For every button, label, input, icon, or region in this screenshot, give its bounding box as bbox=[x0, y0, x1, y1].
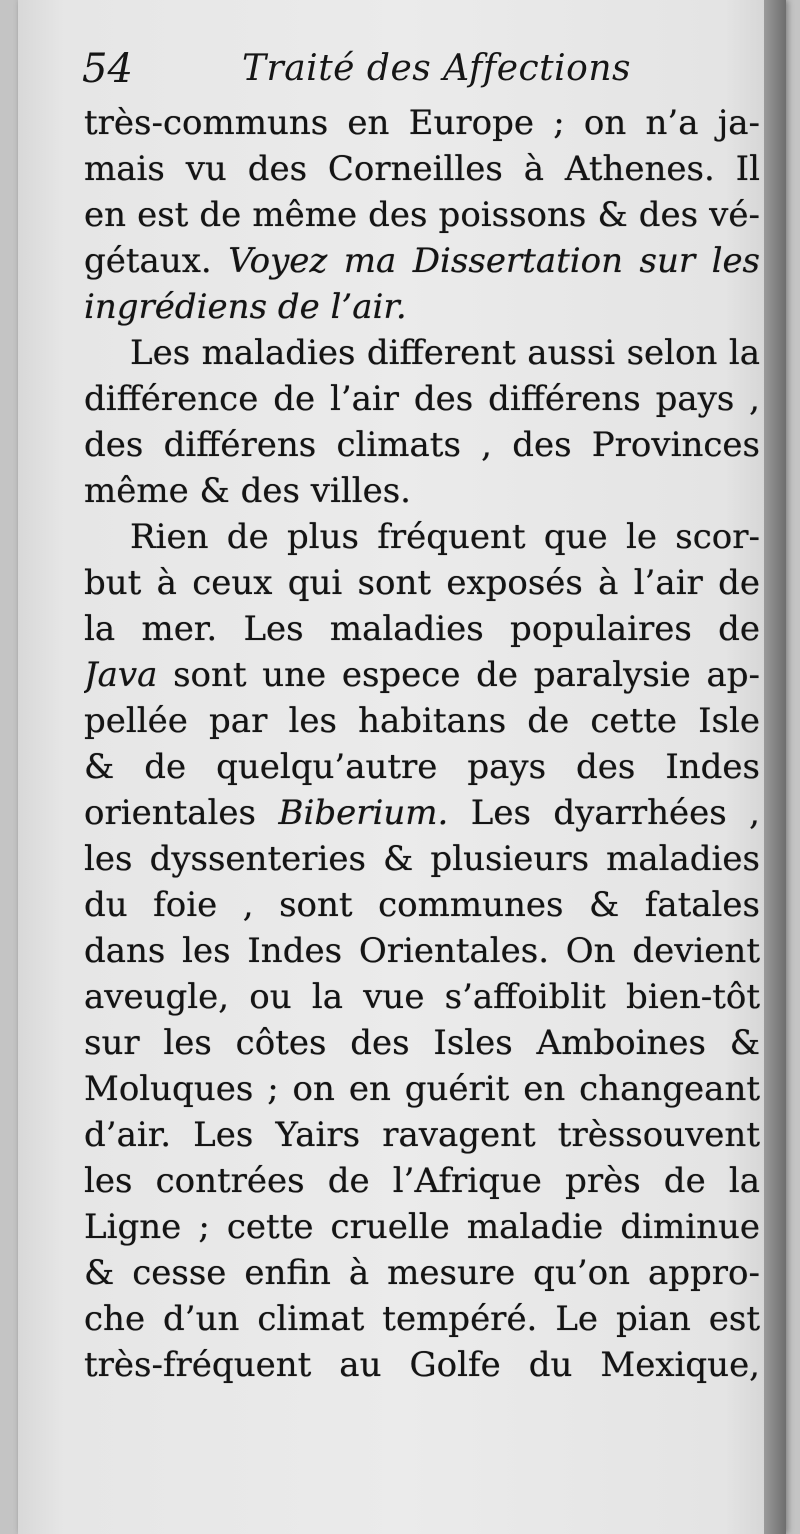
italic-place-name: Java bbox=[84, 655, 158, 695]
text-line: très-fréquent au Golfe du Mexique, bbox=[84, 1345, 760, 1385]
text-line: les dyssenteries & plusieurs maladies bbox=[84, 839, 760, 879]
text-line: che d’un climat tempéré. Le pian est bbox=[84, 1299, 760, 1339]
text-line: mais vu des Corneilles à Athenes. Il bbox=[84, 149, 760, 189]
text-line: du foie , sont communes & fatales bbox=[84, 885, 760, 925]
text-line: dans les Indes Orientales. On devient bbox=[84, 931, 760, 971]
running-title: Traité des Affections bbox=[242, 48, 631, 89]
text-segment: gétaux. bbox=[84, 241, 212, 281]
text-line: but à ceux qui sont exposés à l’air de bbox=[84, 563, 760, 603]
text-line: pellée par les habitans de cette Isle bbox=[84, 701, 760, 741]
text-line: même & des villes. bbox=[84, 471, 411, 511]
page-header bbox=[82, 46, 642, 102]
text-line bbox=[84, 238, 760, 284]
text-line bbox=[84, 652, 760, 698]
text-line: Ligne ; cette cruelle maladie diminue bbox=[84, 1207, 760, 1247]
text-segment: sont une espece de paralysie ap- bbox=[173, 655, 760, 695]
text-line: Moluques ; on en guérit en changeant bbox=[84, 1069, 760, 1109]
text-line: les contrées de l’Afrique près de la bbox=[84, 1161, 760, 1201]
body-text bbox=[84, 100, 760, 1388]
page-number: 54 bbox=[82, 46, 133, 92]
text-line: la mer. Les maladies populaires de bbox=[84, 609, 760, 649]
text-line: en est de même des poissons & des vé- bbox=[84, 195, 760, 235]
text-line: & de quelqu’autre pays des Indes bbox=[84, 747, 760, 787]
text-line: des différens climats , des Provinces bbox=[84, 425, 760, 465]
page-edge-shadow bbox=[764, 0, 786, 1534]
text-segment: orientales bbox=[84, 793, 256, 833]
text-line: très-communs en Europe ; on n’a ja- bbox=[84, 103, 760, 143]
text-line bbox=[84, 790, 760, 836]
text-line: sur les côtes des Isles Amboines & bbox=[84, 1023, 760, 1063]
text-line: ingrédiens de l’air. bbox=[84, 287, 407, 327]
italic-reference: Voyez ma Dissertation sur les bbox=[228, 241, 760, 281]
text-line: d’air. Les Yairs ravagent trèssouvent bbox=[84, 1115, 760, 1155]
text-line: & cesse enfin à mesure qu’on appro- bbox=[84, 1253, 760, 1293]
book-page bbox=[18, 0, 786, 1534]
text-line: aveugle, ou la vue s’affoiblit bien-tôt bbox=[84, 977, 760, 1017]
text-line: différence de l’air des différens pays , bbox=[84, 379, 760, 419]
text-line: Les maladies different aussi selon la bbox=[130, 333, 760, 373]
italic-term: Biberium. bbox=[278, 793, 449, 833]
text-line: Rien de plus fréquent que le scor- bbox=[130, 517, 760, 557]
text-segment: Les dyarrhées , bbox=[470, 793, 760, 833]
